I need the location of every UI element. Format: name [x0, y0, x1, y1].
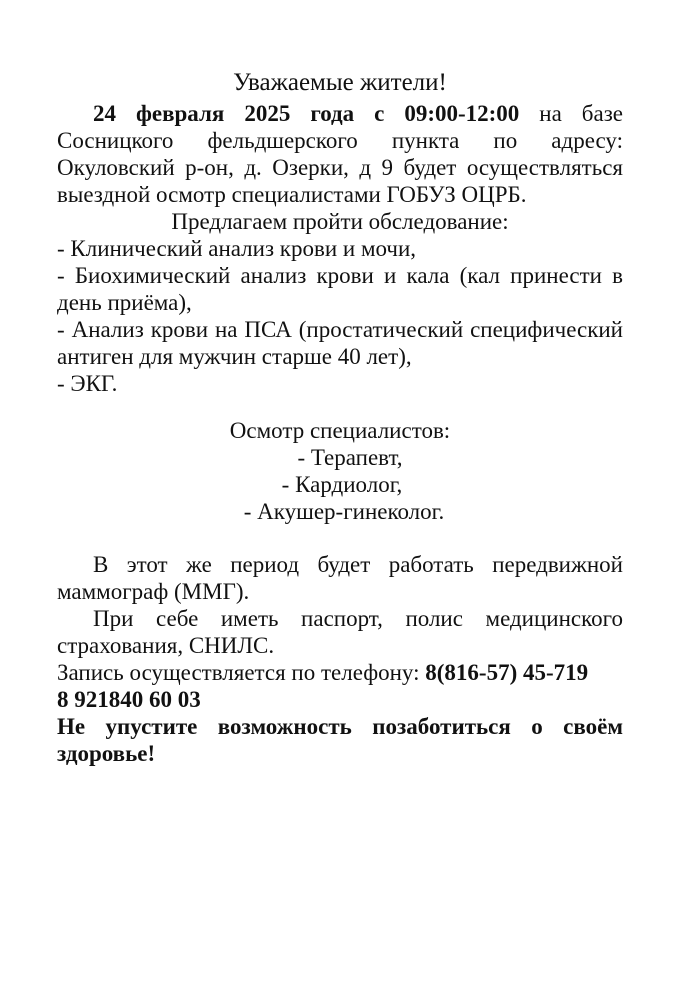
event-date-time: 24 февраля 2025 года с 09:00-12:00	[93, 101, 520, 126]
documents-paragraph: При себе иметь паспорт, полис медицинского страхования, СНИЛС.	[57, 606, 623, 658]
mammograph-paragraph: В этот же период будет работать передвижной маммограф (ММГ).	[57, 552, 623, 604]
closing-line: Не упустите возможность позаботиться о своём здоровье!	[57, 714, 623, 766]
phone-paragraph	[57, 659, 623, 686]
exam-item-4: - ЭКГ.	[57, 371, 118, 396]
phone-number-2: 8 921840 60 03	[57, 687, 201, 712]
notice-document	[57, 68, 623, 767]
specialist-item-3: - Акушер-гинеколог.	[243, 499, 445, 524]
exam-item-1: - Клинический анализ крови и мочи,	[57, 236, 417, 261]
intro-paragraph	[57, 100, 623, 208]
exam-heading: Предлагаем пройти обследование:	[171, 209, 509, 234]
exam-item-2: - Биохимический анализ крови и кала (кал принести в день приёма),	[57, 263, 623, 315]
specialists-heading: Осмотр специалистов:	[229, 418, 451, 443]
specialist-item-2: - Кардиолог,	[281, 472, 403, 497]
phone-label: Запись осуществляется по телефону:	[57, 660, 426, 685]
phone-number-1: 8(816-57) 45-719	[425, 660, 589, 685]
specialist-item-1: - Терапевт,	[297, 445, 403, 470]
exam-item-3: - Анализ крови на ПСА (простатический специфический антиген для мужчин старше 40 лет),	[57, 317, 623, 369]
intro-text: на базе Сосницкого фельдшерского пункта по адресу: Окуловский р-он, д. Озерки, д 9 будет осуществляться выездной осмотр специалистами ГОБУЗ ОЦРБ.	[57, 101, 623, 207]
notice-title: Уважаемые жители!	[233, 69, 447, 96]
specialists-block	[57, 417, 623, 525]
